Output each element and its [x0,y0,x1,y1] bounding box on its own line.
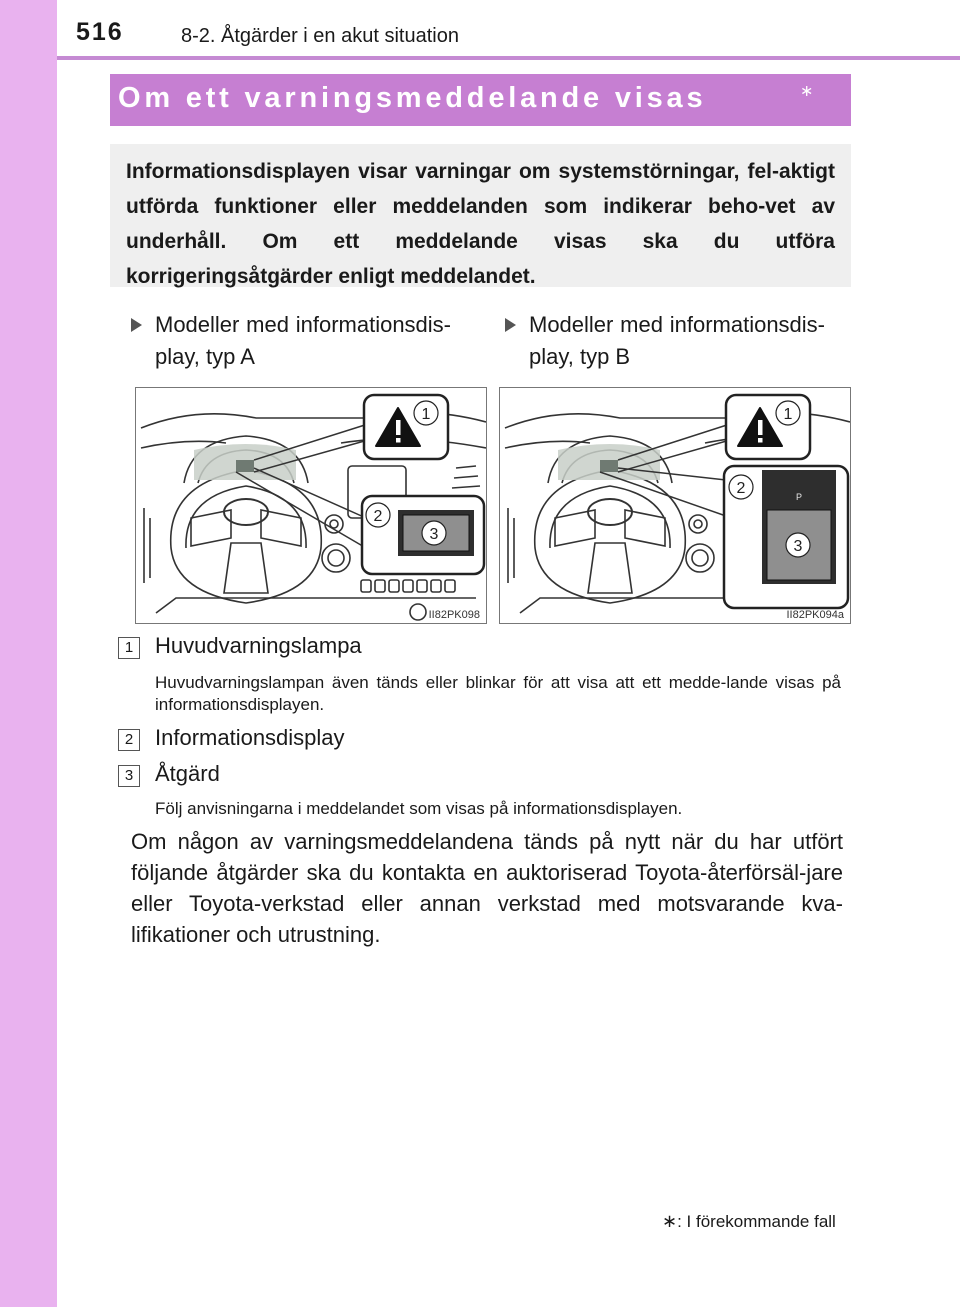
variant-label-a: Modeller med informationsdis-play, typ A [155,312,451,369]
item-description-1: Huvudvarningslampan även tänds eller blinkar för att visa att ett medde-lande visas på informationsdisplayen. [155,673,841,714]
title-footnote-mark: ∗ [800,83,814,100]
figure-code: II82PK098 [428,609,480,621]
page-title: Om ett varningsmeddelande visas [118,82,707,114]
body-paragraph: Om någon av varningsmeddelandena tänds på nytt när du har utfört följande åtgärder ska du kontakta en auktoriserad Toyota-återförsäl-jare eller Toyota-verkstad eller annan verkstad med motsvarande kva-lifikationer och utrustning. [131,829,843,947]
item-number-1: 1 [118,637,140,659]
page-number: 516 [76,18,124,46]
item-label-3: Åtgärd [155,761,220,786]
dashboard-illustration-b [500,388,851,624]
section-label: 8-2. Åtgärder i en akut situation [181,25,459,47]
item-number-3: 3 [118,765,140,787]
variant-label-b: Modeller med informationsdis-play, typ B [529,312,825,369]
variant-heading-a [131,309,451,373]
intro-box [110,144,851,287]
item-description-3: Följ anvisningarna i meddelandet som visas på informationsdisplayen. [155,799,683,818]
intro-text: Informationsdisplayen visar varningar om systemstörningar, fel-aktigt utförda funktioner eller meddelanden som indikerar beho-vet av underhåll. Om ett meddelande visas ska du utföra korrigeringsåtgärder enligt meddelandet. [126,160,835,288]
figure-dashboard-type-a [135,387,487,624]
callout-3-label: 3 [793,538,803,555]
screen-gear-indicator: P [795,492,803,502]
item-number-2: 2 [118,729,140,751]
triangle-bullet-icon [505,318,516,332]
figure-dashboard-type-b [499,387,851,624]
footnote [662,1211,836,1232]
footnote-mark: ∗ [662,1211,678,1231]
item-label-1: Huvudvarningslampa [155,633,362,658]
callout-1-label: 1 [421,406,431,423]
figure-code: II82PK094a [786,609,844,621]
dashboard-illustration-a [136,388,487,624]
callout-2-label: 2 [736,480,746,497]
callout-1-label: 1 [783,406,793,423]
callout-3-label: 3 [429,526,439,543]
item-label-2: Informationsdisplay [155,725,345,750]
triangle-bullet-icon [131,318,142,332]
callout-2-label: 2 [373,508,383,525]
footnote-text: : I förekommande fall [677,1212,836,1231]
title-bar [110,74,851,126]
variant-heading-b [505,309,825,373]
side-tab-strip [0,0,57,1307]
header-rule [57,56,960,60]
